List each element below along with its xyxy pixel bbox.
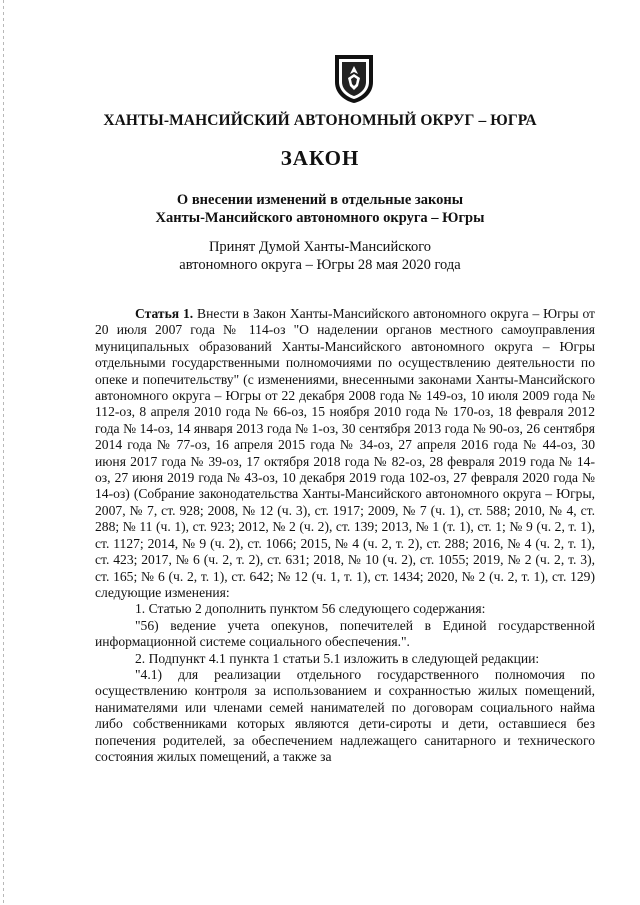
amendment-item-2: 2. Подпункт 4.1 пункта 1 статьи 5.1 изложить в следующей редакции: bbox=[135, 650, 540, 666]
document-type-title: ЗАКОН bbox=[280, 146, 360, 170]
law-subject bbox=[0, 191, 640, 227]
amendment-item-2-quote: "4.1) для реализации отдельного государственного полномочия по осуществлению контроля за использованием и сохранностью жилых помещений, нанимателями или членами семей нанимателей по договорам социального найма либо собственниками которых являются дети-сироты и дети, оставшиеся без попечения родителей, за обеспечением надлежащего санитарного и технического состояния жилых помещений, а также за bbox=[95, 666, 595, 764]
amendment-item-1-quote: "56) ведение учета опекунов, попечителей в Единой государственной информационной системе социального обеспечения.". bbox=[95, 617, 595, 650]
article-1-paragraph bbox=[95, 306, 595, 601]
law-subject-line-2: Ханты-Мансийского автономного округа – Югры bbox=[155, 210, 485, 226]
adoption-note-line-2: автономного округа – Югры 28 мая 2020 года bbox=[179, 257, 461, 273]
region-title: ХАНТЫ-МАНСИЙСКИЙ АВТОНОМНЫЙ ОКРУГ – ЮГРА bbox=[103, 112, 537, 129]
law-body bbox=[95, 306, 595, 765]
adoption-note-line-1: Принят Думой Ханты-Мансийского bbox=[208, 239, 432, 255]
article-1-label: Статья 1. bbox=[135, 306, 194, 321]
article-1-text: Внести в Закон Ханты-Мансийского автономного округа – Югры от 20 июля 2007 года № 114-оз "О наделении органов местного самоуправления муниципальных образований Ханты-Мансийского автономного округа – Югры отдельными государственными полномочиями по осуществлению деятельности по опеке и попечительству" (с изменениями, внесенными законами Ханты-Мансийского автономного округа – Югры от 22 декабря 2008 года № 149-оз, 10 июля 2009 года № 112-оз, 8 апреля 2010 года № 66-оз, 15 ноября 2010 года № 170-оз, 18 февраля 2012 года № 14-оз, 14 января 2013 года № 1-оз, 30 сентября 2013 года № 90-оз, 26 сентября 2014 года № 77-оз, 16 апреля 2015 года № 34-оз, 27 апреля 2016 года № 44-оз, 30 июня 2017 года № 39-оз, 17 октября 2018 года № 82-оз, 28 февраля 2019 года № 14-оз, 27 июня 2019 года № 43-оз, 10 декабря 2019 года 102-оз, 27 февраля 2020 года № 14-оз) (Собрание законодательства Ханты-Мансийского автономного округа – Югры, 2007, № 7, ст. 928; 2008, № 12 (ч. 3), ст. 1917; 2009, № 7 (ч. 1), ст. 588; 2010, № 4, ст. 288; № 11 (ч. 1), ст. 923; 2012, № 2 (ч. 2), ст. 139; 2013, № 1 (т. 1), ст. 1; № 9 (ч. 2, т. 1), ст. 1127; 2014, № 9 (ч. 2), ст. 1066; 2015, № 4 (ч. 2, т. 2), ст. 288; 2016, № 4 (ч. 2, т. 1), ст. 423; 2017, № 6 (ч. 2, т. 2), ст. 631; 2018, № 10 (ч. 2), ст. 1055; 2019, № 2 (ч. 2, т. 3), ст. 165; № 6 (ч. 2, т. 1), ст. 642; № 12 (ч. 1, т. 1), ст. 1434; 2020, № 2 (ч. 2, т. 1), ст. 129) следующие изменения: bbox=[95, 306, 595, 600]
law-subject-line-1: О внесении изменений в отдельные законы bbox=[176, 192, 464, 208]
scan-edge-artifact bbox=[3, 0, 4, 905]
adoption-note bbox=[0, 238, 640, 274]
coat-of-arms-emblem bbox=[328, 52, 380, 104]
amendment-item-1: 1. Статью 2 дополнить пунктом 56 следующего содержания: bbox=[135, 601, 486, 617]
